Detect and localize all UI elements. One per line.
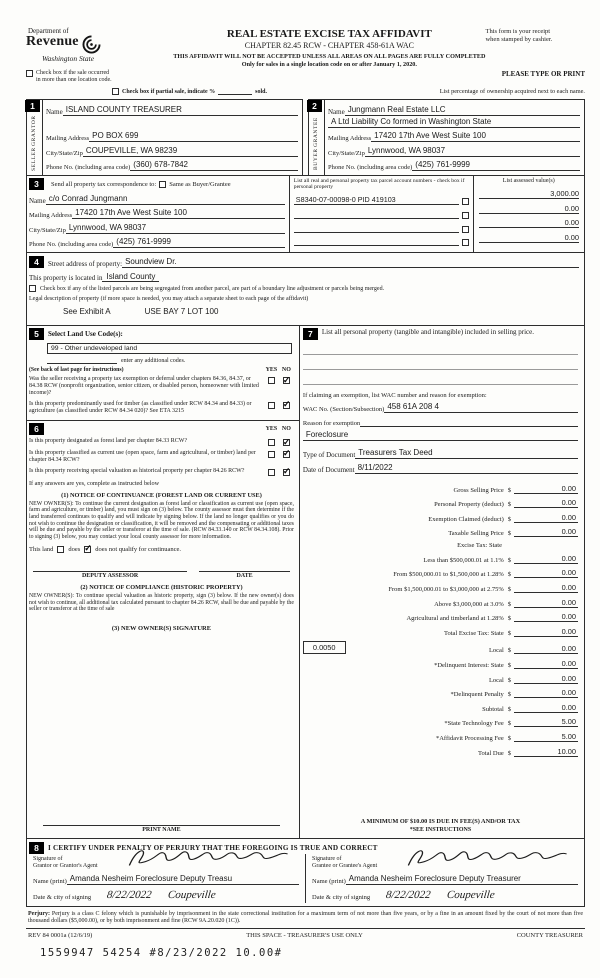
assessed-value-field[interactable]: 3,000.00 — [479, 189, 579, 199]
grantee-city-handwritten[interactable]: Coupeville — [446, 888, 496, 901]
delinquent-penalty-value[interactable]: 0.00 — [514, 688, 578, 698]
no-checkbox[interactable] — [283, 469, 290, 476]
grantee-name-print-field[interactable]: Amanda Nesheim Foreclosure Deputy Treasurer — [346, 874, 578, 885]
correspondence-mailing-field[interactable]: 17420 17th Ave West Suite 100 — [72, 208, 285, 219]
excise-tier-2-value[interactable]: 0.00 — [514, 568, 578, 578]
row-delinquent-interest-state: *Delinquent Interest: State $ 0.00 — [434, 659, 576, 670]
blank-line[interactable] — [303, 340, 578, 355]
grantor-signature[interactable] — [125, 846, 295, 872]
row-excise-tier-2: From $500,000.01 to $1,500,000 at 1.28% $ 0.00 — [393, 568, 576, 579]
partial-sale-label: Check box if partial sale, indicate % — [122, 89, 216, 95]
name-print-label: Name (print) — [312, 877, 346, 885]
parcel-row — [294, 210, 469, 219]
notice-compliance-title: (2) NOTICE OF COMPLIANCE (HISTORIC PROPERTY) — [80, 583, 243, 591]
legal-description-value-2[interactable]: USE BAY 7 LOT 100 — [144, 306, 219, 316]
row-affidavit-processing-fee: *Affidavit Processing Fee $ 5.00 — [435, 732, 576, 742]
rev-number: REV 84 0001a (12/6/19) — [28, 931, 93, 939]
parcel-number-field[interactable] — [294, 210, 459, 219]
notice-continuance-title: (1) NOTICE OF CONTINUANCE (FOREST LAND OR CURRENT USE) — [61, 491, 262, 499]
same-as-buyer-label: Same as Buyer/Grantee — [169, 180, 231, 188]
seller-phone-field[interactable]: (360) 678-7842 — [130, 160, 298, 171]
partial-sale-percent-blank[interactable] — [218, 87, 252, 95]
this-land-label: This land — [29, 545, 54, 553]
single-location-note: Only for sales in a single location code on or after January 1, 2020. — [241, 61, 417, 68]
section-6-number: 6 — [29, 423, 44, 435]
assessed-value-field[interactable]: 0.00 — [479, 204, 579, 214]
deputy-assessor-line[interactable]: DEPUTY ASSESSOR — [33, 571, 187, 579]
exemption-claimed-value[interactable]: 0.00 — [514, 513, 578, 523]
section-7-tax — [299, 325, 585, 839]
row-excise-tier-1: Less than $500,000.01 at 1.1% $ 0.00 — [423, 553, 576, 564]
personal-property-checkbox[interactable] — [462, 198, 469, 205]
washington-state-text: Washington State — [42, 54, 95, 63]
local-excise-value[interactable]: 0.00 — [514, 644, 578, 654]
yes-no-header: YES NO — [265, 425, 291, 432]
parcel-row — [294, 224, 469, 233]
dor-logo — [26, 28, 173, 63]
affidavit-warning: THIS AFFIDAVIT WILL NOT BE ACCEPTED UNLESS ALL AREAS ON ALL PAGES ARE FULLY COMPLETED — [173, 53, 486, 60]
section-3-number: 3 — [29, 178, 44, 190]
print-name-line[interactable]: PRINT NAME — [43, 825, 280, 833]
total-excise-state-value[interactable]: 0.00 — [514, 627, 578, 637]
mailing-address-label: Mailing Address — [29, 212, 73, 219]
grantor-signature-label: Signature of Grantor or Grantor's Agent — [33, 855, 98, 869]
header — [26, 28, 585, 68]
certify-statement: I CERTIFY UNDER PENALTY OF PERJURY THAT THE FOREGOING IS TRUE AND CORRECT — [48, 843, 378, 852]
street-address-field[interactable]: Soundview Dr. — [122, 257, 579, 268]
row-exemption-claimed: Exemption Claimed (deduct) $ 0.00 — [428, 512, 576, 523]
perjury-statement: Perjury: Perjury is a class C felony which is punishable by imprisonment in the state correctional institution for a maximum term of not more than five years, or by a fine in an amount fixed by the court of not more than five thousand dollars ($5,000.00), or by both imprisonment and fine (RCW 9A.20.020 (1C)). — [26, 910, 585, 929]
street-address-label: Street address of property: — [48, 260, 123, 268]
section-2-number: 2 — [307, 100, 322, 112]
question-text: Was the seller receiving a property tax exemption or deferral under chapters 84.36, 84.37, or 84.38 RCW (nonprofit organization, senior citizen, or disabled person, homeowner with limited income)? — [29, 376, 259, 397]
mailing-address-label: Mailing Address — [46, 135, 90, 142]
yes-checkbox[interactable] — [268, 377, 275, 384]
mailing-address-label: Mailing Address — [328, 135, 372, 142]
assessed-value-field[interactable]: 0.00 — [479, 218, 579, 228]
row-subtotal: Subtotal $ 0.00 — [482, 702, 576, 713]
yes-checkbox[interactable] — [268, 451, 275, 458]
ownership-note: List percentage of ownership acquired next to each name. — [439, 88, 585, 95]
wac-number-field[interactable]: 458 61A 208 4 — [384, 402, 578, 413]
document-type-field[interactable]: Treasurers Tax Deed — [355, 448, 578, 459]
grantor-date-handwritten[interactable]: 8/22/2022 — [106, 888, 153, 901]
document-date-field[interactable]: 8/11/2022 — [355, 463, 578, 474]
seller-mailing-field[interactable]: PO BOX 699 — [89, 131, 298, 142]
revenue-swirl-icon — [82, 35, 101, 54]
personal-property-checkbox[interactable] — [462, 226, 469, 233]
row-delinquent-penalty: *Delinquent Penalty $ 0.00 — [450, 688, 576, 699]
reason-label: Reason for exemption — [302, 419, 361, 427]
yes-checkbox[interactable] — [268, 439, 275, 446]
assessed-value-field[interactable]: 0.00 — [479, 233, 579, 243]
seller-grantor-vertical-label: SELLER GRANTOR — [31, 115, 38, 172]
no-checkbox[interactable] — [283, 439, 290, 446]
dept-of-text: Department of — [28, 27, 69, 35]
row-excise-tier-3: From $1,500,000.01 to $3,000,000 at 2.75% $ 0.00 — [388, 583, 576, 594]
row-gross-selling-price: Gross Selling Price $ 0.00 — [453, 483, 576, 494]
row-local-excise: 0.0050 Local $ 0.00 — [303, 641, 578, 654]
notice-compliance-body: NEW OWNER(S): To continue special valuation as historic property, sign (3) below. If the new owner(s) does not wish to continue, all additional tax calculated pursuant to chapter 84.26 RCW, shall be due and payable by the seller or transferor at the time of sale — [29, 592, 294, 613]
blank-line[interactable] — [303, 355, 578, 370]
multi-location-label: Check box if the sale occurred in more than one location code. — [36, 70, 112, 83]
personal-property-header: List all personal property (tangible and intangible) included in selling price. — [321, 327, 534, 336]
buyer-name-line2-field[interactable]: A Ltd Liability Co formed in Washington State — [328, 117, 580, 128]
delinquent-interest-local-value[interactable]: 0.00 — [514, 674, 578, 684]
form-title: REAL ESTATE EXCISE TAX AFFIDAVIT — [226, 28, 432, 40]
date-city-label: Date & city of signing — [33, 893, 92, 901]
row-agricultural-timberland: Agricultural and timberland at 1.28% $ 0.00 — [406, 612, 576, 623]
correspondence-phone-field[interactable]: (425) 761-9999 — [113, 237, 284, 248]
section-8-certification — [26, 838, 585, 907]
row-taxable-selling-price: Taxable Selling Price $ 0.00 — [448, 527, 576, 538]
legal-description-value-1[interactable]: See Exhibit A — [63, 306, 111, 316]
grantee-signature[interactable] — [404, 846, 574, 872]
city-state-zip-label: City/State/Zip — [29, 226, 66, 234]
land-use-code-box[interactable]: 99 - Other undeveloped land — [47, 343, 292, 354]
buyer-csz-field[interactable]: Lynnwood, WA 98037 — [365, 146, 580, 157]
grantor-city-handwritten[interactable]: Coupeville — [167, 888, 217, 901]
question-text: Is this property classified as current use (open space, farm and agricultural, or timber) land per chapter 84.34 RCW? — [29, 449, 256, 464]
excise-tier-3-value[interactable]: 0.00 — [514, 583, 578, 593]
excise-tier-4-value[interactable]: 0.00 — [514, 598, 578, 608]
yes-checkbox[interactable] — [268, 469, 275, 476]
local-rate-box[interactable]: 0.0050 — [303, 641, 346, 654]
legal-description-label: Legal description of property (if more space is needed, you may attach a separate sheet to each page of the affidavit) — [29, 295, 309, 302]
does-not-checkbox[interactable] — [84, 546, 91, 553]
correspondence-header: Send all property tax correspondence to: — [51, 180, 157, 188]
yes-no-header: YES NO — [265, 366, 291, 373]
segregated-label: Check box if any of the listed parcels are being segregated from another parcel, are part of a boundary line adjustment or parcels being merged. — [40, 285, 385, 292]
segregated-checkbox[interactable] — [29, 285, 36, 292]
section-4-number: 4 — [29, 256, 44, 268]
gross-selling-price-value[interactable]: 0.00 — [514, 484, 578, 494]
name-label: Name — [29, 196, 46, 205]
row-total-excise-state: Total Excise Tax: State $ 0.00 — [443, 626, 576, 637]
phone-label: Phone No. (including area code) — [46, 164, 131, 171]
grantee-date-handwritten[interactable]: 8/22/2022 — [385, 888, 432, 901]
assessed-values-header: List assessed value(s) — [502, 178, 555, 184]
correspondence-csz-field[interactable]: Lynnwood, WA 98037 — [66, 223, 285, 234]
excise-tax-state-header: Excise Tax: State — [457, 542, 502, 550]
located-in-field[interactable]: Island County — [102, 272, 159, 282]
multi-location-checkbox[interactable] — [26, 70, 33, 77]
parcel-number-field[interactable]: S8340-07-00098-0 PID 419103 — [294, 195, 459, 205]
phone-label: Phone No. (including area code) — [328, 164, 413, 171]
does-label: does — [68, 545, 81, 553]
date-city-label: Date & city of signing — [312, 893, 371, 901]
subtotal-value[interactable]: 0.00 — [514, 703, 578, 713]
partial-sale-suffix: sold. — [255, 89, 268, 95]
city-state-zip-label: City/State/Zip — [328, 149, 365, 157]
receipt-note: This form is your receipt when stamped by cashier. — [485, 28, 553, 43]
does-not-label: does not qualify for continuance. — [95, 545, 182, 553]
see-back-note: (See back of last page for instructions) — [29, 366, 124, 373]
total-due-value[interactable]: 10.00 — [514, 747, 578, 757]
seller-name-field[interactable]: ISLAND COUNTY TREASURER — [63, 105, 298, 116]
correspondence-name-field[interactable]: c/o Conrad Jungmann — [46, 194, 285, 205]
parcel-number-field[interactable] — [294, 224, 459, 233]
no-checkbox[interactable] — [283, 377, 290, 384]
wac-label: WAC No. (Section/Subsection) — [302, 406, 385, 413]
reason-for-exemption-field[interactable]: Foreclosure — [303, 430, 578, 441]
excise-tier-1-value[interactable]: 0.00 — [514, 554, 578, 564]
section-6-designation — [26, 420, 300, 839]
personal-property-deduct-value[interactable]: 0.00 — [514, 498, 578, 508]
section-3-correspondence — [26, 175, 585, 253]
row-delinquent-interest-local: Local $ 0.00 — [488, 673, 576, 684]
buyer-name-field[interactable]: Jungmann Real Estate LLC — [345, 105, 580, 116]
name-print-label: Name (print) — [33, 877, 67, 885]
see-instructions-note: *SEE INSTRUCTIONS — [409, 826, 472, 833]
buyer-mailing-field[interactable]: 17420 17th Ave West Suite 100 — [371, 131, 580, 142]
section-5-number: 5 — [29, 328, 44, 340]
seller-csz-field[interactable]: COUPEVILLE, WA 98239 — [83, 146, 298, 157]
row-total-due: Total Due $ 10.00 — [478, 746, 576, 757]
section-8-number: 8 — [29, 842, 44, 854]
land-use-title: Select Land Use Code(s): — [48, 329, 123, 338]
does-checkbox[interactable] — [57, 546, 64, 553]
section-7-number: 7 — [303, 328, 318, 340]
question-text: Is this property predominantly used for timber (as classified under RCW 84.34 and 84.33) or agriculture (as classified under RCW 84.34 020)? See ETA 3215 — [29, 400, 252, 414]
row-state-technology-fee: *State Technology Fee $ 5.00 — [444, 717, 576, 728]
delinquent-interest-state-value[interactable]: 0.00 — [514, 659, 578, 669]
document-type-label: Type of Document — [302, 451, 356, 459]
partial-sale-checkbox[interactable] — [112, 88, 119, 95]
grantee-signature-label: Signature of Grantee or Grantee's Agent — [312, 855, 378, 869]
question-text: Is this property designated as forest land per chapter 84.33 RCW? — [29, 438, 188, 445]
buyer-phone-field[interactable]: (425) 761-9999 — [412, 160, 580, 171]
located-in-label: This property is located in — [29, 273, 103, 282]
taxable-selling-price-value[interactable]: 0.00 — [514, 527, 578, 537]
revenue-wordmark: Revenue — [26, 34, 79, 49]
section-1-number: 1 — [25, 100, 40, 112]
name-label: Name — [46, 107, 63, 116]
same-as-buyer-checkbox[interactable] — [159, 181, 166, 188]
parcel-number-field[interactable] — [294, 237, 459, 246]
document-date-label: Date of Document — [302, 465, 355, 474]
exemption-note: If claiming an exemption, list WAC number and reason for exemption: — [302, 391, 487, 399]
city-state-zip-label: City/State/Zip — [46, 149, 83, 157]
grantor-name-print-field[interactable]: Amanda Nesheim Foreclosure Deputy Treasu — [67, 874, 299, 885]
parcel-list-header: List all real and personal property tax parcel account numbers - check box if personal property — [293, 178, 465, 191]
minimum-fee-note: A MINIMUM OF $10.00 IS DUE IN FEE(S) AND/OR TAX — [360, 817, 521, 825]
treasurer-space-label: THIS SPACE - TREASURER'S USE ONLY — [246, 931, 363, 939]
form-chapter: CHAPTER 82.45 RCW - CHAPTER 458-61A WAC — [244, 41, 415, 50]
blank-line[interactable] — [303, 370, 578, 385]
assessor-date-line[interactable]: DATE — [199, 571, 290, 579]
personal-property-checkbox[interactable] — [462, 239, 469, 246]
section-1-seller — [26, 99, 303, 176]
county-treasurer-label: COUNTY TREASURER — [516, 931, 583, 939]
section-2-buyer — [308, 99, 585, 176]
new-owner-signature-title: (3) NEW OWNER(S) SIGNATURE — [111, 624, 212, 632]
additional-codes-blank[interactable] — [47, 356, 117, 364]
parcel-row — [294, 237, 469, 246]
row-personal-property-deduct: Personal Property (deduct) $ 0.00 — [434, 498, 576, 509]
section-5-land-use — [26, 325, 300, 421]
name-label: Name — [328, 107, 345, 116]
please-type-or-print: PLEASE TYPE OR PRINT — [501, 70, 585, 78]
notice-continuance-body: NEW OWNER(S): To continue the current designation as forest land or classification as current use (open space, farm and agriculture, or timber) land, you must sign on (3) below. The county assessor must then determine if the land transferred continues to qualify and will indicate by signing below. If the land no longer qualifies or you do not wish to continue the designation or classification, it will be removed and the compensating or additional taxes will be due and payable by the seller or transferor at the time of sale. (RCW 84.33.140 or RCW 84.34.108). Prior to signing (3) below, you may contact your local county assessor for more information. — [29, 500, 294, 541]
affidavit-processing-fee-value[interactable]: 5.00 — [514, 732, 578, 742]
state-technology-fee-value[interactable]: 5.00 — [514, 717, 578, 727]
yes-checkbox[interactable] — [268, 402, 275, 409]
parcel-row — [294, 195, 469, 205]
additional-codes-label: enter any additional codes. — [121, 357, 186, 364]
question-text: Is this property receiving special valuation as historical property per chapter 84.26 RCW? — [29, 467, 245, 474]
cashier-stamp: 1559947 54254 #8/23/2022 10.00# — [40, 946, 283, 959]
no-checkbox[interactable] — [283, 402, 290, 409]
if-yes-note: If any answers are yes, complete as instructed below — [29, 479, 160, 487]
phone-label: Phone No. (including area code) — [29, 241, 114, 248]
section-4-property — [26, 252, 585, 326]
personal-property-checkbox[interactable] — [462, 212, 469, 219]
agricultural-timberland-value[interactable]: 0.00 — [514, 612, 578, 622]
no-checkbox[interactable] — [283, 451, 290, 458]
buyer-grantee-vertical-label: BUYER GRANTEE — [313, 117, 320, 170]
row-excise-tier-4: Above $3,000,000 at 3.0% $ 0.00 — [434, 597, 576, 608]
